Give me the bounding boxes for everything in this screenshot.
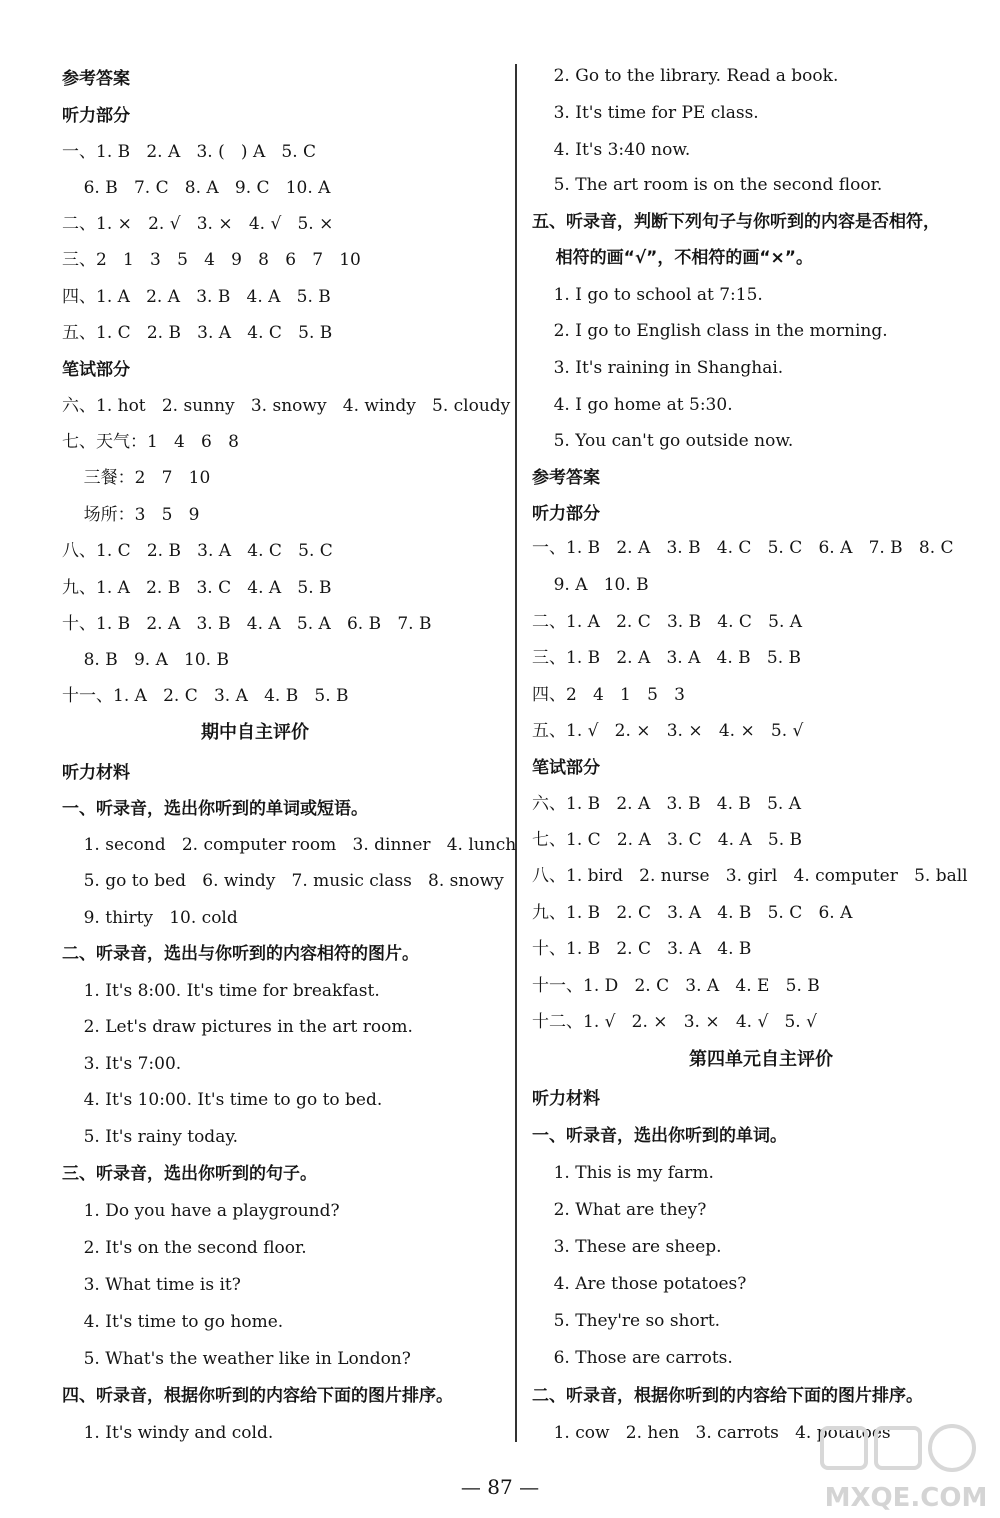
material-line: 2. Go to the library. Read a book. xyxy=(532,66,839,86)
answer-line: 二、1. × 2. √ 3. × 4. √ 5. × xyxy=(62,214,334,234)
question-heading: 二、听录音，根据你听到的内容给下面的图片排序。 xyxy=(532,1386,923,1406)
answer-line: 十、1. B 2. C 3. A 4. B xyxy=(532,939,752,959)
material-line: 5. It's rainy today. xyxy=(62,1127,239,1147)
answer-line: 四、1. A 2. A 3. B 4. A 5. B xyxy=(62,287,331,307)
answer-line: 九、1. B 2. C 3. A 4. B 5. C 6. A xyxy=(532,903,853,923)
material-line: 2. What are they? xyxy=(532,1200,707,1220)
answer-line: 四、2 4 1 5 3 xyxy=(532,685,685,705)
material-line: 1. It's windy and cold. xyxy=(62,1423,274,1443)
material-line: 1. cow 2. hen 3. carrots 4. potatoes xyxy=(532,1423,891,1443)
question-heading: 三、听录音，选出你听到的句子。 xyxy=(62,1164,317,1184)
answer-line: 九、1. A 2. B 3. C 4. A 5. B xyxy=(62,578,332,598)
answer-line: 五、1. √ 2. × 3. × 4. × 5. √ xyxy=(532,721,804,741)
heading-written: 笔试部分 xyxy=(62,360,130,380)
answer-line: 十、1. B 2. A 3. B 4. A 5. A 6. B 7. B xyxy=(62,614,432,634)
heading-listening-material: 听力材料 xyxy=(532,1089,600,1109)
heading-listening: 听力部分 xyxy=(532,504,600,524)
heading-answers: 参考答案 xyxy=(62,69,130,89)
material-line: 1. It's 8:00. It's time for breakfast. xyxy=(62,981,380,1001)
answer-line: 五、1. C 2. B 3. A 4. C 5. B xyxy=(62,323,333,343)
material-line: 3. It's time for PE class. xyxy=(532,103,759,123)
material-line: 6. Those are carrots. xyxy=(532,1348,733,1368)
watermark-logo xyxy=(820,1422,995,1514)
material-line: 4. Are those potatoes? xyxy=(532,1274,747,1294)
material-line: 4. It's 10:00. It's time to go to bed. xyxy=(62,1090,383,1110)
question-heading: 五、听录音，判断下列句子与你听到的内容是否相符， xyxy=(532,212,940,232)
material-line: 4. I go home at 5:30. xyxy=(532,395,733,415)
answer-line: 9. A 10. B xyxy=(532,575,649,595)
material-line: 3. What time is it? xyxy=(62,1275,241,1295)
material-line: 3. It's 7:00. xyxy=(62,1054,182,1074)
answer-line: 七、天气：1 4 6 8 xyxy=(62,432,239,452)
answer-line: 八、1. C 2. B 3. A 4. C 5. C xyxy=(62,541,333,561)
material-line: 1. Do you have a playground? xyxy=(62,1201,340,1221)
answer-line: 六、1. B 2. A 3. B 4. B 5. A xyxy=(532,794,801,814)
heading-listening: 听力部分 xyxy=(62,106,130,126)
column-divider xyxy=(515,64,517,1442)
answer-line: 6. B 7. C 8. A 9. C 10. A xyxy=(62,178,331,198)
material-line: 4. It's time to go home. xyxy=(62,1312,284,1332)
watermark-text: MXQE.COM xyxy=(824,1483,988,1513)
answer-line: 六、1. hot 2. sunny 3. snowy 4. windy 5. cloudy xyxy=(62,396,511,416)
answer-line: 十一、1. A 2. C 3. A 4. B 5. B xyxy=(62,686,349,706)
answer-line: 十二、1. √ 2. × 3. × 4. √ 5. √ xyxy=(532,1012,817,1032)
answer-line: 一、1. B 2. A 3. ( ) A 5. C xyxy=(62,142,317,162)
material-line: 1. I go to school at 7:15. xyxy=(532,285,763,305)
heading-listening-material: 听力材料 xyxy=(62,763,130,783)
material-line: 1. This is my farm. xyxy=(532,1163,714,1183)
material-line: 2. It's on the second floor. xyxy=(62,1238,307,1258)
material-line: 2. Let's draw pictures in the art room. xyxy=(62,1017,413,1037)
answer-line: 8. B 9. A 10. B xyxy=(62,650,229,670)
material-line: 2. I go to English class in the morning. xyxy=(532,321,888,341)
answer-line: 场所：3 5 9 xyxy=(62,505,200,525)
answer-line: 三餐：2 7 10 xyxy=(62,468,211,488)
material-line: 5. What's the weather like in London? xyxy=(62,1349,411,1369)
answer-line: 十一、1. D 2. C 3. A 4. E 5. B xyxy=(532,976,820,996)
material-line: 5. The art room is on the second floor. xyxy=(532,175,883,195)
section-title-midterm: 期中自主评价 xyxy=(201,722,309,743)
heading-answers: 参考答案 xyxy=(532,468,600,488)
answer-line: 七、1. C 2. A 3. C 4. A 5. B xyxy=(532,830,803,850)
material-line: 5. They're so short. xyxy=(532,1311,721,1331)
answer-line: 二、1. A 2. C 3. B 4. C 5. A xyxy=(532,612,803,632)
material-line: 9. thirty 10. cold xyxy=(62,908,238,928)
question-heading-cont: 相符的画“√”，不相符的画“×”。 xyxy=(532,248,813,268)
answer-line: 八、1. bird 2. nurse 3. girl 4. computer 5. ball xyxy=(532,866,968,886)
material-line: 5. You can't go outside now. xyxy=(532,431,794,451)
answer-line: 一、1. B 2. A 3. B 4. C 5. C 6. A 7. B 8. C xyxy=(532,538,954,558)
material-line: 3. It's raining in Shanghai. xyxy=(532,358,784,378)
material-line: 5. go to bed 6. windy 7. music class 8. snowy xyxy=(62,871,504,891)
answer-line: 三、2 1 3 5 4 9 8 6 7 10 xyxy=(62,250,361,270)
question-heading: 二、听录音，选出与你听到的内容相符的图片。 xyxy=(62,944,419,964)
heading-written: 笔试部分 xyxy=(532,758,600,778)
material-line: 4. It's 3:40 now. xyxy=(532,140,691,160)
question-heading: 四、听录音，根据你听到的内容给下面的图片排序。 xyxy=(62,1386,453,1406)
question-heading: 一、听录音，选出你听到的单词。 xyxy=(532,1126,787,1146)
material-line: 3. These are sheep. xyxy=(532,1237,722,1257)
page-number: — 87 — xyxy=(460,1475,540,1499)
answer-line: 三、1. B 2. A 3. A 4. B 5. B xyxy=(532,648,801,668)
question-heading: 一、听录音，选出你听到的单词或短语。 xyxy=(62,799,368,819)
material-line: 1. second 2. computer room 3. dinner 4. lunch xyxy=(62,835,517,855)
section-title-unit4: 第四单元自主评价 xyxy=(689,1049,833,1070)
